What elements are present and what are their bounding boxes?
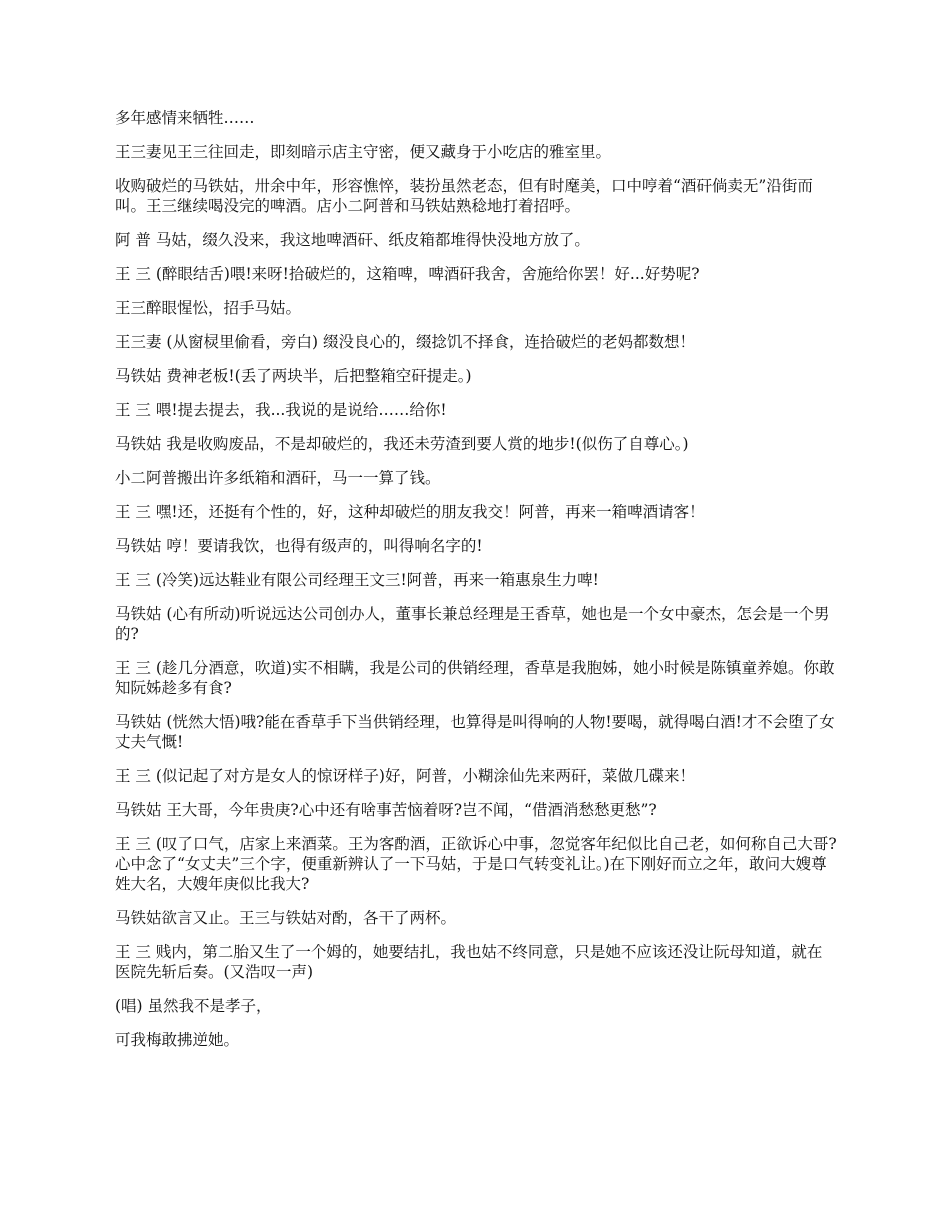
paragraph: 王 三 (醉眼结舌)喂!来呀!拾破烂的，这箱啤，啤酒矸我舍，舍施给你罢！好...好势呢? (115, 265, 700, 283)
paragraph: 王 三 (似记起了对方是女人的惊讶样子)好，阿普，小糊涂仙先来两矸，菜做几碟来！ (115, 767, 695, 785)
paragraph: 可我梅敢拂逆她。 (115, 1031, 240, 1049)
paragraph: 王 三 喂!提去提去，我...我说的是说给……给你! (115, 401, 447, 419)
paragraph: (唱) 虽然我不是孝子， (115, 997, 272, 1015)
paragraph: 马铁姑 (心有所动)听说远达公司创办人，董事长兼总经理是王香草，她也是一个女中豪杰，怎会是一个男的? (115, 605, 830, 643)
paragraph: 王 三 (叹了口气，店家上来酒菜。王为客酌酒，正欲诉心中事，忽觉客年纪似比自己老，如何称自己大哥?心中念了“女丈夫”三个字，便重新辨认了一下马姑，于是口气转变礼让。)在下刚好而立之年，敢问大嫂尊姓大名，大嫂年庚似比我大? (115, 835, 837, 893)
paragraph: 王三醉眼惺忪，招手马姑。 (115, 299, 302, 317)
paragraph: 马铁姑 王大哥，今年贵庚?心中还有啥事苦恼着呀?岂不闻，“借酒消愁愁更愁”? (115, 801, 657, 819)
paragraph: 王 三 (趁几分酒意，吹道)实不相瞒，我是公司的供销经理，香草是我胞姊，她小时候是陈镇童养媳。你敢知阮姊趁多有食? (115, 659, 835, 697)
paragraph: 马铁姑 (恍然大悟)哦?能在香草手下当供销经理，也算得是叫得响的人物!要喝，就得喝白酒!才不会堕了女丈夫气慨! (115, 713, 835, 751)
document-body (115, 108, 837, 1064)
paragraph: 马铁姑欲言又止。王三与铁姑对酌，各干了两杯。 (115, 909, 457, 927)
paragraph: 王 三 嘿!还，还挺有个性的，好，这种却破烂的朋友我交！阿普，再来一箱啤酒请客！ (115, 503, 705, 521)
paragraph: 阿 普 马姑，缀久没来，我这地啤酒矸、纸皮箱都堆得快没地方放了。 (115, 231, 590, 249)
paragraph: 收购破烂的马铁姑，卅余中年，形容憔悴，装扮虽然老态，但有时麾美，口中哼着“酒矸倘卖无”沿街而叫。王三继续喝没完的啤酒。店小二阿普和马铁姑熟稔地打着招呼。 (115, 177, 813, 215)
paragraph: 马铁姑 哼！要请我饮，也得有级声的，叫得响名字的! (115, 537, 483, 555)
paragraph: 马铁姑 费神老板!(丢了两块半，后把整箱空矸提走。) (115, 367, 472, 385)
paragraph: 王 三 (冷笑)远达鞋业有限公司经理王文三!阿普，再来一箱惠泉生力啤! (115, 571, 599, 589)
paragraph: 小二阿普搬出许多纸箱和酒矸，马一一算了钱。 (115, 469, 441, 487)
paragraph: 王三妻见王三往回走，即刻暗示店主守密，便又藏身于小吃店的雅室里。 (115, 143, 612, 161)
paragraph: 王三妻 (从窗棂里偷看，旁白) 缀没良心的，缀捻饥不择食，连拾破烂的老妈都数想！ (115, 333, 695, 351)
paragraph: 多年感情来牺牲…… (115, 109, 255, 127)
paragraph: 王 三 贱内，第二胎又生了一个姆的，她要结扎，我也姑不终同意，只是她不应该还没让阮母知道，就在医院先斩后奏。(又浩叹一声) (115, 943, 823, 981)
paragraph: 马铁姑 我是收购废品，不是却破烂的，我还未劳渣到要人赏的地步!(似伤了自尊心。) (115, 435, 689, 453)
